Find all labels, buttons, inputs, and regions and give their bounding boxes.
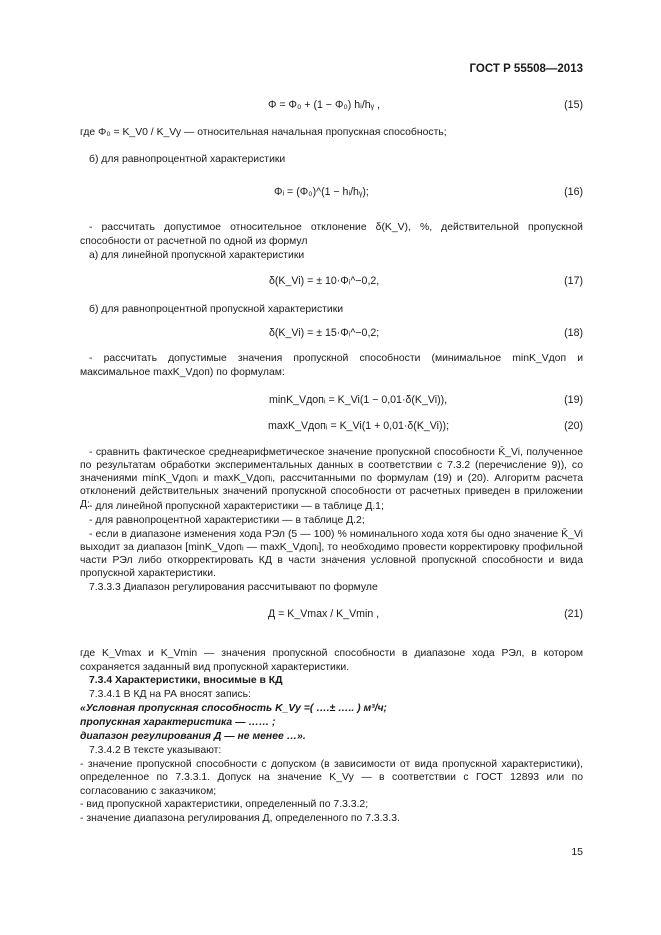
list-item-characteristic-type: - вид пропускной характеристики, определенный по 7.3.3.2; xyxy=(80,799,369,810)
section-7-3-4: 7.3.4 Характеристики, вносимые в КД xyxy=(89,675,283,686)
equation-21: Д = K_Vmax / K_Vmin , xyxy=(268,608,380,620)
item-b-equal-percentage: б) для равнопроцентной характеристики xyxy=(89,154,286,165)
list-item-linear: - для линейной пропускной характеристики — в таблице Д.1; xyxy=(89,501,384,512)
equation-21-number: (21) xyxy=(564,608,583,620)
standard-header: ГОСТ Р 55508—2013 xyxy=(469,63,583,75)
equation-17-number: (17) xyxy=(564,275,583,287)
paragraph-compare: - сравнить фактическое среднеарифметическое значение пропускной способности K̄_Vi, полученное по результатам обработки экспериментальных данных в соответствии с 7.3.2 (перечисление 9)), со значениями minK_Vдопᵢ и maxK_Vдопᵢ, рассчитанными по формулам (19) и (20). Алгоритм расчета отклонений действительных значений пропускной способности от расчетных приведен в приложении Д: xyxy=(80,447,583,510)
equation-18: δ(K_Vi) = ± 15·Φᵢ^−0,2; xyxy=(269,327,380,339)
phi0-definition: где Φ₀ = K_V0 / K_Vy — относительная начальная пропускная способность; xyxy=(80,127,447,138)
kd-record-line-1: «Условная пропускная способность K_Vy =( ….± ….. ) м³/ч; xyxy=(80,703,388,714)
equation-20: maxK_Vдопᵢ = K_Vi(1 + 0,01·δ(K_Vi)); xyxy=(268,420,450,432)
paragraph-range: - если в диапазоне изменения хода РЭл (5 — 100) % номинального хода хотя бы одно значение K̄_Vi выходит за диапазон [minK_Vдопᵢ — maxK_Vдопᵢ], то необходимо провести корректировку профильной части РЭл либо откорректировать КД в части значения условной пропускной способности и вида пропускной характеристики. xyxy=(80,529,583,579)
equation-19-number: (19) xyxy=(564,394,583,406)
kv-definition: где K_Vmax и K_Vmin — значения пропускной способности в диапазоне хода РЭл, в котором сохраняется заданный вид пропускной характеристики. xyxy=(80,648,583,673)
equation-15: Φ = Φ₀ + (1 − Φ₀) hᵢ/hᵧ , xyxy=(268,99,380,111)
section-7-3-4-1: 7.3.4.1 В КД на РА вносят запись: xyxy=(89,689,251,700)
equation-19: minK_Vдопᵢ = K_Vi(1 − 0,01·δ(K_Vi)), xyxy=(269,394,448,406)
equation-15-number: (15) xyxy=(564,99,583,111)
list-item-control-range: - значение диапазона регулирования Д, определенного по 7.3.3.3. xyxy=(80,813,400,824)
equation-16: Φᵢ = (Φ₀)^(1 − hᵢ/hᵧ); xyxy=(274,186,369,198)
equation-16-number: (16) xyxy=(564,186,583,198)
section-7-3-4-2: 7.3.4.2 В тексте указывают: xyxy=(89,745,222,756)
equation-17: δ(K_Vi) = ± 10·Φᵢ^−0,2, xyxy=(269,275,380,287)
list-item-equal-percentage: - для равнопроцентной характеристики — в таблице Д.2; xyxy=(89,515,365,526)
section-7-3-3-3: 7.3.3.3 Диапазон регулирования рассчитывают по формуле xyxy=(89,582,378,593)
equation-20-number: (20) xyxy=(564,420,583,432)
page-number: 15 xyxy=(571,846,583,858)
kd-record-line-3: диапазон регулирования Д — не менее …». xyxy=(80,731,306,742)
list-item-capacity-tolerance: - значение пропускной способности с допуском (в зависимости от вида пропускной характеристики), определенное по 7.3.3.1. Допуск на значение K_Vy — в соответствии с ГОСТ 12893 или по согласованию с заказчиком; xyxy=(80,759,583,797)
equation-18-number: (18) xyxy=(564,327,583,339)
paragraph-min-max: - рассчитать допустимые значения пропускной способности (минимальное minK_Vдоп и максимальное maxK_Vдоп) по формулам: xyxy=(80,353,583,378)
kd-record-line-2: пропускная характеристика — …… ; xyxy=(80,717,276,728)
paragraph-deviation: - рассчитать допустимое относительное отклонение δ(K_V), %, действительной пропускной способности от расчетной по одной из формул xyxy=(80,222,583,247)
item-b-equal-percentage-2: б) для равнопроцентной пропускной характеристики xyxy=(89,304,344,315)
item-a-linear: а) для линейной пропускной характеристики xyxy=(89,250,305,261)
